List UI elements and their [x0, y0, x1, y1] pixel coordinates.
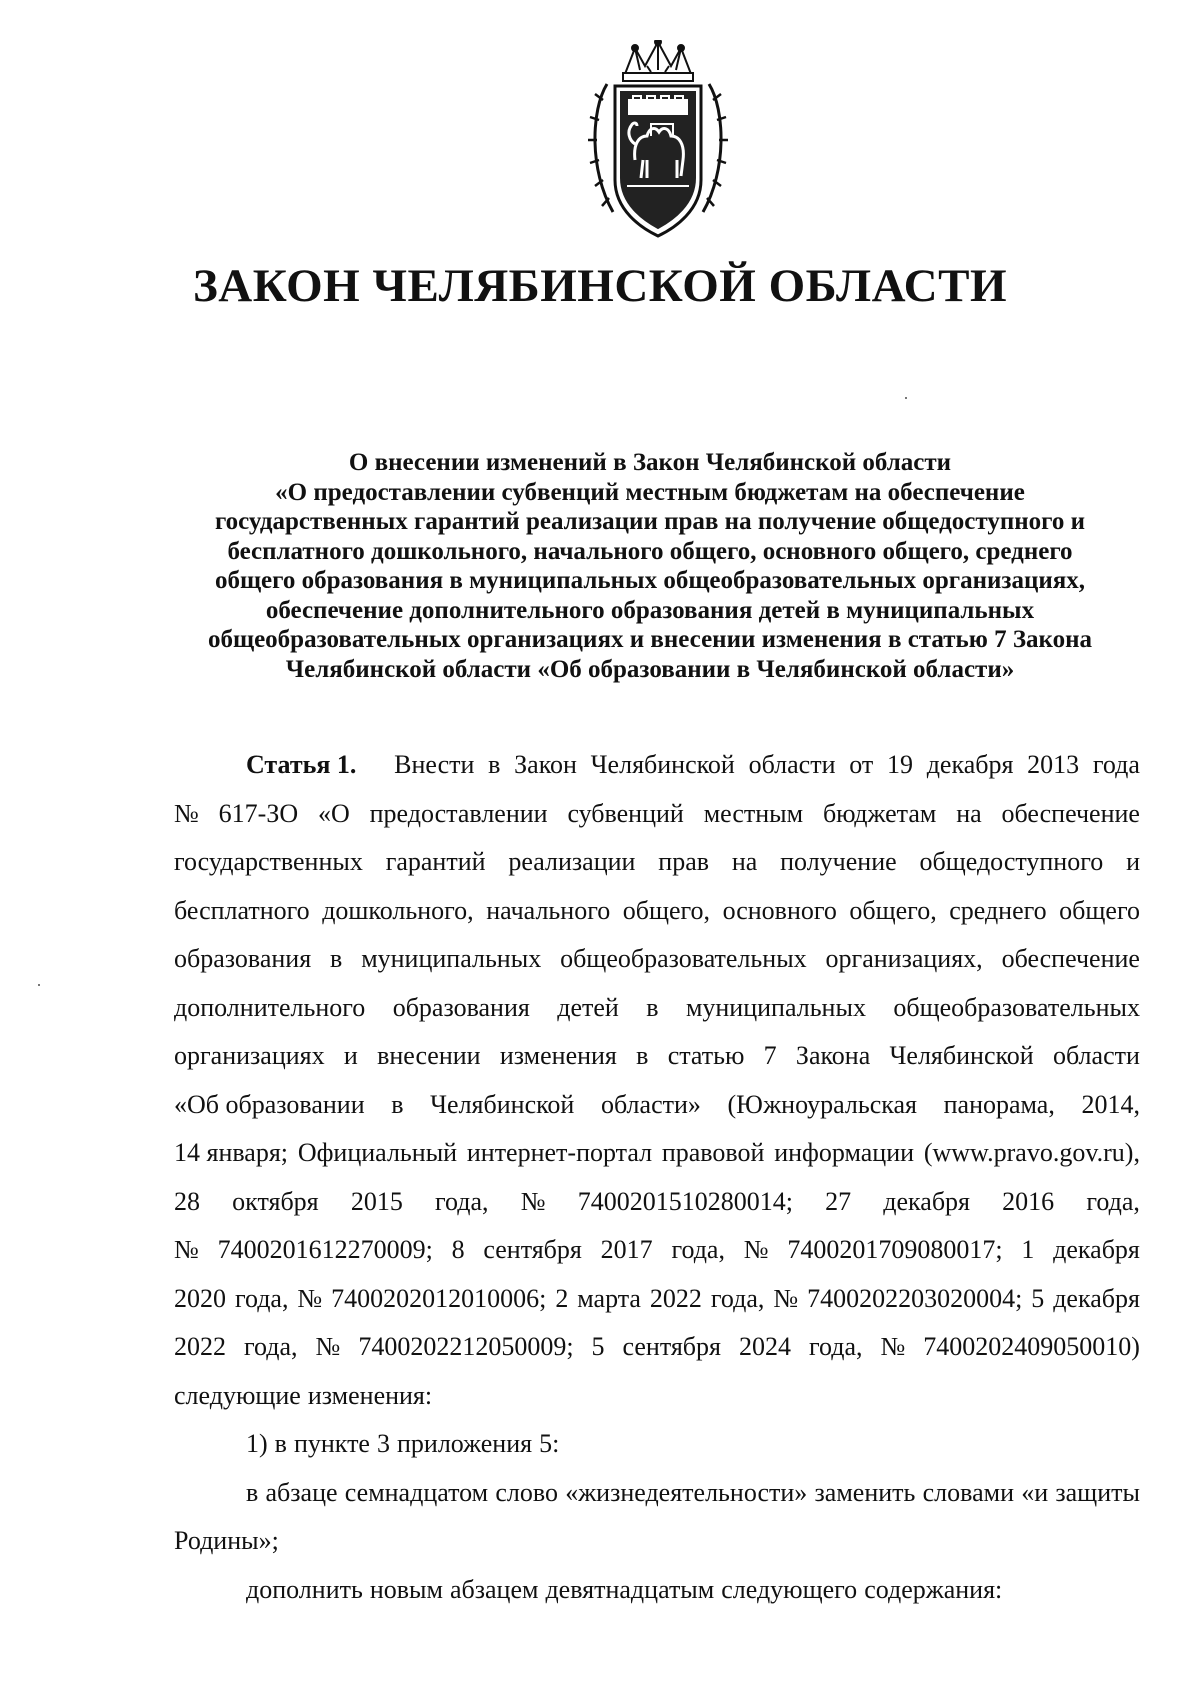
body-word: получение: [780, 847, 897, 876]
subtitle-line: обеспечение дополнительного образования детей в муниципальных: [265, 596, 1035, 624]
body-word: новым: [369, 1574, 443, 1604]
body-line: [174, 1525, 1140, 1574]
body-word: №: [520, 1186, 546, 1216]
body-word: основного: [722, 895, 837, 925]
body-word: №: [297, 1283, 323, 1313]
document-title: ЗАКОН ЧЕЛЯБИНСКОЙ ОБЛАСТИ: [192, 260, 1008, 312]
body-line: [174, 1574, 1140, 1623]
body-word: 2015: [350, 1186, 403, 1216]
body-word: года,: [808, 1332, 863, 1361]
body-word: Челябинской: [889, 1041, 1034, 1070]
body-word: в: [488, 750, 501, 779]
body-word: Официальный: [297, 1138, 458, 1167]
body-word: бюджетам: [822, 798, 937, 828]
body-word: 28: [174, 1186, 200, 1216]
body-word: абзацем: [449, 1574, 539, 1604]
body-word: пункте: [293, 1429, 370, 1458]
body-word: заменить: [814, 1477, 916, 1507]
body-line: [174, 749, 1140, 798]
body-word: 2017: [600, 1235, 653, 1264]
body-word: общего,: [849, 895, 937, 925]
body-word: №: [174, 1235, 199, 1264]
body-word: образования: [392, 992, 530, 1022]
body-word: «жизнедеятельности»: [565, 1477, 808, 1507]
body-word: 7400201510280014;: [577, 1186, 793, 1216]
body-word: общеобразовательных: [560, 944, 807, 973]
body-word: 1: [1021, 1235, 1035, 1264]
body-word: (www.pravo.gov.ru),: [923, 1138, 1140, 1167]
body-word: местным: [703, 798, 804, 828]
body-word: года,: [434, 1186, 489, 1216]
body-word: 617-ЗО: [218, 798, 299, 828]
body-word: области: [1052, 1041, 1140, 1070]
body-word: предоставлении: [369, 798, 548, 828]
body-word: года,: [1086, 1186, 1140, 1216]
body-word: 2013: [1027, 750, 1080, 779]
body-word: государственных: [174, 847, 363, 876]
body-word: №: [743, 1235, 769, 1264]
body-line: [174, 846, 1140, 895]
body-line: [174, 1428, 1140, 1477]
body-word: следующего: [721, 1574, 858, 1604]
body-word: октября: [232, 1186, 319, 1216]
body-word: марта: [577, 1283, 641, 1313]
body-word: обеспечение: [1001, 798, 1140, 828]
subtitle-line: общего образования в муниципальных общеобразовательных организациях,: [214, 567, 1086, 594]
body-word: 1): [246, 1429, 268, 1458]
body-word: 14 января;: [174, 1138, 289, 1167]
body-word: субвенций: [567, 798, 684, 828]
body-line: [174, 798, 1140, 847]
body-word: 3: [376, 1429, 390, 1458]
body-word: области»: [600, 1089, 701, 1119]
body-word: 2022: [174, 1332, 226, 1361]
body-word: в: [274, 1429, 287, 1458]
body-word: словами: [922, 1477, 1014, 1507]
body-word: в: [636, 1041, 649, 1070]
subtitle-line: Челябинской области «Об образовании в Челябинской области»: [285, 655, 1015, 683]
body-word: 8: [451, 1235, 465, 1264]
body-word: 7400201612270009;: [217, 1235, 433, 1264]
body-line: [174, 1040, 1140, 1089]
body-word: года,: [710, 1283, 765, 1313]
body-word: общеобразовательных: [893, 992, 1140, 1022]
subtitle-line: «О предоставлении субвенций местным бюджетам на обеспечение: [275, 478, 1025, 506]
body-word: декабря: [926, 750, 1014, 779]
body-word: 7400202409050010): [923, 1332, 1140, 1361]
body-word: в: [246, 1477, 259, 1507]
body-word: №: [773, 1283, 799, 1313]
body-word: абзаце: [265, 1477, 338, 1507]
body-word: 2: [555, 1283, 569, 1313]
body-line: [174, 1137, 1140, 1186]
body-word: статью: [667, 1041, 745, 1070]
body-word: панорама,: [943, 1089, 1055, 1119]
body-word: года: [1092, 750, 1140, 779]
body-line: [174, 992, 1140, 1041]
body-word: Закона: [795, 1041, 871, 1070]
body-word: «и: [1021, 1477, 1049, 1507]
body-word: в: [330, 944, 343, 973]
body-word: детей: [557, 992, 619, 1022]
body-word: организациях: [174, 1041, 325, 1070]
body-word: изменения:: [307, 1380, 433, 1410]
body-word: правовой: [661, 1138, 765, 1167]
body-word: 2020: [174, 1283, 226, 1313]
subtitle-line: бесплатного дошкольного, начального общего, основного общего, среднего: [227, 537, 1073, 565]
body-word: в: [391, 1089, 404, 1119]
body-word: 2016: [1002, 1186, 1055, 1216]
body-word: года,: [243, 1332, 298, 1361]
body-word: 19: [886, 750, 913, 779]
body-word: изменения: [499, 1041, 617, 1070]
body-word: Челябинской: [590, 750, 735, 779]
body-word: на: [731, 847, 758, 876]
body-line: [174, 1380, 1140, 1429]
body-word: внесении: [377, 1041, 481, 1070]
body-word: 2014,: [1081, 1089, 1140, 1119]
body-word: №: [174, 798, 199, 828]
body-word: слово: [495, 1477, 558, 1507]
body-word: Внести: [394, 750, 475, 779]
body-word: 5:: [539, 1429, 560, 1458]
body-word: образования: [174, 944, 312, 973]
body-line: [174, 1331, 1140, 1380]
body-word: обеспечение: [1001, 944, 1140, 973]
body-line: [174, 1477, 1140, 1526]
body-word: и: [1126, 847, 1140, 876]
body-word: муниципальных: [685, 992, 866, 1022]
body-word: «Об образовании: [174, 1089, 365, 1119]
body-word: Родины»;: [174, 1526, 279, 1555]
body-word: общедоступного: [919, 847, 1104, 876]
body-word: (Южноуральская: [727, 1089, 917, 1119]
scan-speck: [38, 984, 40, 986]
body-word: дополнить: [246, 1574, 363, 1604]
body-word: года,: [671, 1235, 725, 1264]
body-word: содержания:: [864, 1574, 1003, 1604]
body-word: семнадцатом: [344, 1477, 489, 1507]
body-word: 7400202203020004;: [807, 1283, 1023, 1313]
subtitle-line: общеобразовательных организациях и внесении изменения в статью 7 Закона: [207, 626, 1093, 653]
body-word: среднего: [949, 895, 1047, 925]
body-word: 2024: [738, 1332, 791, 1361]
body-word: в: [646, 992, 659, 1022]
body-word: дошкольного,: [322, 895, 474, 925]
body-word: интернет-портал: [466, 1138, 653, 1167]
article-label: Статья 1.: [246, 750, 357, 779]
body-word: 7: [763, 1041, 777, 1070]
body-word: дополнительного: [174, 992, 366, 1022]
body-word: декабря: [1053, 1235, 1140, 1264]
body-word: Челябинской: [430, 1089, 575, 1119]
body-word: «О: [318, 798, 350, 828]
body-word: 5: [1031, 1283, 1045, 1313]
body-word: общего,: [622, 895, 711, 925]
body-line: [174, 1283, 1140, 1332]
document-body: [174, 749, 1140, 1622]
body-word: 7400202212050009;: [358, 1332, 574, 1361]
body-line: [174, 1089, 1140, 1138]
body-line: [174, 1234, 1140, 1283]
body-word: 5: [591, 1332, 605, 1361]
body-word: №: [880, 1332, 906, 1361]
body-word: №: [315, 1332, 341, 1361]
body-line: [174, 943, 1140, 992]
body-word: бесплатного: [174, 895, 310, 925]
body-word: 2022: [649, 1283, 702, 1313]
body-word: реализации: [508, 847, 636, 876]
body-word: прав: [658, 847, 710, 876]
body-word: информации: [774, 1138, 915, 1167]
body-word: Закон: [514, 750, 577, 779]
body-word: сентября: [622, 1332, 721, 1361]
document-subtitle: [185, 448, 1115, 684]
body-word: декабря: [883, 1186, 970, 1216]
body-word: сентября: [483, 1235, 582, 1264]
subtitle-line: О внесении изменений в Закон Челябинской области: [348, 449, 952, 476]
body-word: общего: [1059, 895, 1140, 925]
subtitle-line: государственных гарантий реализации прав на получение общедоступного и: [214, 508, 1086, 535]
body-word: на: [956, 798, 982, 828]
body-word: приложения: [396, 1429, 533, 1458]
scan-speck: [905, 397, 907, 399]
body-word: и: [343, 1041, 358, 1070]
body-word: от: [849, 750, 874, 779]
body-word: муниципальных: [361, 944, 542, 973]
body-word: области: [748, 750, 836, 779]
body-word: организациях,: [825, 944, 983, 973]
body-word: защиты: [1055, 1477, 1140, 1507]
body-word: года,: [234, 1283, 289, 1313]
body-word: 27: [825, 1186, 852, 1216]
body-line: [174, 1186, 1140, 1235]
body-word: 7400201709080017;: [787, 1235, 1003, 1264]
body-word: декабря: [1053, 1283, 1140, 1313]
body-word: девятнадцатым: [545, 1574, 715, 1604]
body-word: следующие: [174, 1380, 301, 1410]
body-word: 7400202012010006;: [331, 1283, 547, 1313]
coat-of-arms-icon: [585, 40, 731, 240]
body-word: гарантий: [385, 847, 486, 876]
body-word: начального: [486, 895, 611, 925]
body-line: [174, 895, 1140, 944]
